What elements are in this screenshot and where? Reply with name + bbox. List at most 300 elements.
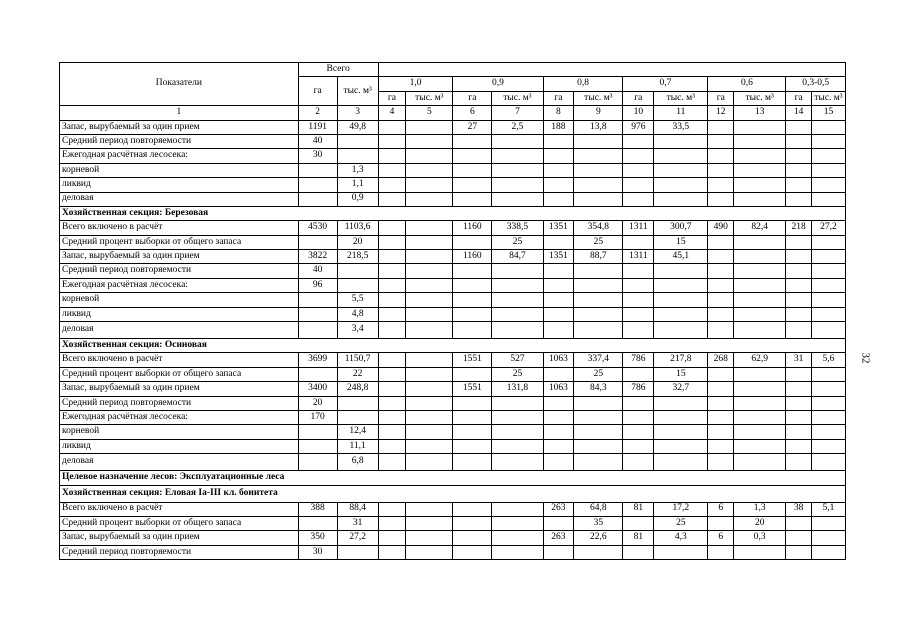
- table-cell: [623, 516, 654, 530]
- table-cell: [453, 178, 492, 192]
- table-cell: [623, 134, 654, 148]
- table-cell: 38: [786, 502, 812, 516]
- table-cell: [708, 134, 734, 148]
- table-row: [60, 439, 846, 453]
- table-cell: [406, 307, 453, 321]
- table-cell: [734, 178, 786, 192]
- forest-data-table: [59, 62, 846, 560]
- table-cell: [811, 278, 845, 292]
- table-cell: 786: [623, 353, 654, 367]
- table-cell: [543, 293, 574, 307]
- table-cell: [734, 425, 786, 439]
- row-label: Запас, вырубаемый за один прием: [60, 250, 299, 264]
- table-cell: [378, 353, 406, 367]
- row-label: Ежегодная расчётная лесосека:: [60, 149, 299, 163]
- table-cell: [298, 235, 337, 249]
- table-cell: [406, 545, 453, 559]
- table-cell: [786, 235, 812, 249]
- table-cell: [811, 410, 845, 424]
- table-cell: [734, 250, 786, 264]
- table-row: [60, 322, 846, 339]
- table-cell: [406, 149, 453, 163]
- row-label: Средний период повторяемости: [60, 264, 299, 278]
- table-cell: [623, 545, 654, 559]
- table-cell: [708, 120, 734, 134]
- header-group: 0,8: [543, 77, 623, 91]
- table-cell: 30: [298, 149, 337, 163]
- table-cell: [406, 439, 453, 453]
- table-cell: [543, 192, 574, 206]
- table-cell: [786, 178, 812, 192]
- table-cell: 0,3: [734, 531, 786, 545]
- table-cell: 786: [623, 382, 654, 396]
- table-cell: [734, 545, 786, 559]
- table-cell: [378, 192, 406, 206]
- table-row: [60, 134, 846, 148]
- section-row: [60, 471, 846, 485]
- column-number: 8: [543, 106, 574, 120]
- table-cell: [337, 264, 378, 278]
- header-group: 0,6: [708, 77, 786, 91]
- table-cell: [708, 250, 734, 264]
- table-cell: [786, 264, 812, 278]
- table-row: [60, 396, 846, 410]
- table-row: [60, 120, 846, 134]
- table-cell: 1,1: [337, 178, 378, 192]
- header-group: 0,9: [453, 77, 543, 91]
- table-cell: [708, 163, 734, 177]
- table-cell: [453, 149, 492, 163]
- table-cell: [378, 322, 406, 339]
- table-cell: [543, 439, 574, 453]
- table-cell: [298, 439, 337, 453]
- table-cell: 1063: [543, 382, 574, 396]
- table-cell: 5,6: [811, 353, 845, 367]
- table-cell: [378, 367, 406, 381]
- table-cell: [786, 454, 812, 471]
- table-cell: [337, 278, 378, 292]
- section-row: [60, 206, 846, 220]
- table-cell: 5,1: [811, 502, 845, 516]
- header-total-volume: тыс. м³: [337, 77, 378, 106]
- table-cell: 96: [298, 278, 337, 292]
- table-cell: [623, 367, 654, 381]
- table-cell: [786, 382, 812, 396]
- row-label: Средний процент выборки от общего запаса: [60, 516, 299, 530]
- table-cell: [492, 454, 543, 471]
- header-volume: тыс. м³: [492, 91, 543, 105]
- table-cell: [378, 439, 406, 453]
- table-cell: [811, 250, 845, 264]
- table-cell: 300,7: [654, 221, 708, 235]
- table-cell: [734, 149, 786, 163]
- table-cell: [298, 322, 337, 339]
- table-cell: [623, 163, 654, 177]
- table-cell: [786, 439, 812, 453]
- table-cell: [786, 134, 812, 148]
- table-cell: [654, 278, 708, 292]
- table-cell: [708, 516, 734, 530]
- table-cell: [406, 192, 453, 206]
- table-cell: [406, 353, 453, 367]
- table-cell: 2,5: [492, 120, 543, 134]
- header-ha: га: [543, 91, 574, 105]
- table-cell: 1311: [623, 250, 654, 264]
- table-cell: 218: [786, 221, 812, 235]
- table-row: [60, 410, 846, 424]
- table-cell: [811, 545, 845, 559]
- column-number: 2: [298, 106, 337, 120]
- column-number: 9: [574, 106, 623, 120]
- column-number: 1: [60, 106, 299, 120]
- table-cell: [492, 264, 543, 278]
- table-cell: [734, 367, 786, 381]
- table-cell: [623, 149, 654, 163]
- table-cell: [543, 278, 574, 292]
- table-cell: [337, 149, 378, 163]
- row-label: Всего включено в расчёт: [60, 502, 299, 516]
- column-number: 14: [786, 106, 812, 120]
- header-group: 1,0: [378, 77, 453, 91]
- table-cell: [574, 278, 623, 292]
- table-cell: [654, 134, 708, 148]
- table-cell: [406, 293, 453, 307]
- table-cell: [811, 235, 845, 249]
- table-cell: [734, 439, 786, 453]
- table-cell: [654, 425, 708, 439]
- column-number: 3: [337, 106, 378, 120]
- table-cell: [654, 178, 708, 192]
- table-cell: [574, 293, 623, 307]
- table-cell: [492, 531, 543, 545]
- table-cell: [298, 425, 337, 439]
- table-cell: [378, 278, 406, 292]
- table-cell: 248,8: [337, 382, 378, 396]
- table-cell: [453, 545, 492, 559]
- header-ha: га: [623, 91, 654, 105]
- table-cell: 1351: [543, 250, 574, 264]
- table-cell: [811, 293, 845, 307]
- row-label: деловая: [60, 192, 299, 206]
- table-cell: [453, 192, 492, 206]
- table-cell: [734, 410, 786, 424]
- header-volume: тыс. м³: [574, 91, 623, 105]
- table-cell: [337, 134, 378, 148]
- table-cell: [734, 235, 786, 249]
- section-title: Хозяйственная секция: Березовая: [60, 206, 846, 220]
- table-cell: [298, 192, 337, 206]
- table-cell: [574, 454, 623, 471]
- table-cell: [654, 396, 708, 410]
- table-cell: 22: [337, 367, 378, 381]
- table-cell: [453, 439, 492, 453]
- table-cell: [378, 516, 406, 530]
- row-label: Средний период повторяемости: [60, 396, 299, 410]
- table-cell: [543, 307, 574, 321]
- header-indicators: Показатели: [60, 63, 299, 106]
- section-title: Хозяйственная секция: Осиновая: [60, 339, 846, 353]
- section-title: Хозяйственная секция: Еловая Iа-III кл. бонитета: [60, 485, 846, 502]
- table-cell: [811, 264, 845, 278]
- table-cell: [492, 410, 543, 424]
- table-cell: 64,8: [574, 502, 623, 516]
- table-cell: 81: [623, 502, 654, 516]
- table-cell: [492, 192, 543, 206]
- table-cell: [543, 396, 574, 410]
- table-cell: [708, 454, 734, 471]
- table-cell: 17,2: [654, 502, 708, 516]
- table-cell: 27: [453, 120, 492, 134]
- table-cell: [654, 454, 708, 471]
- table-cell: [734, 278, 786, 292]
- table-cell: [492, 322, 543, 339]
- table-cell: [406, 278, 453, 292]
- table-cell: [811, 382, 845, 396]
- table-cell: [811, 516, 845, 530]
- table-cell: 218,5: [337, 250, 378, 264]
- table-cell: [811, 149, 845, 163]
- table-cell: [378, 264, 406, 278]
- table-cell: [623, 192, 654, 206]
- table-cell: [406, 516, 453, 530]
- table-row: [60, 163, 846, 177]
- table-cell: [453, 454, 492, 471]
- table-cell: [543, 516, 574, 530]
- table-cell: [378, 178, 406, 192]
- table-cell: [734, 134, 786, 148]
- table-cell: 268: [708, 353, 734, 367]
- table-cell: 35: [574, 516, 623, 530]
- table-cell: [378, 531, 406, 545]
- column-numbers-row: [60, 106, 846, 120]
- table-cell: 81: [623, 531, 654, 545]
- table-cell: [492, 278, 543, 292]
- table-cell: 25: [492, 235, 543, 249]
- table-cell: [543, 454, 574, 471]
- table-cell: [708, 382, 734, 396]
- table-cell: [623, 410, 654, 424]
- table-row: [60, 367, 846, 381]
- table-cell: [453, 502, 492, 516]
- column-number: 6: [453, 106, 492, 120]
- header-volume: тыс. м³: [406, 91, 453, 105]
- table-cell: [654, 307, 708, 321]
- table-cell: [734, 163, 786, 177]
- column-number: 10: [623, 106, 654, 120]
- table-cell: [574, 439, 623, 453]
- table-cell: 1311: [623, 221, 654, 235]
- column-number: 4: [378, 106, 406, 120]
- table-cell: [654, 410, 708, 424]
- table-cell: [574, 307, 623, 321]
- header-ha: га: [708, 91, 734, 105]
- table-cell: [492, 149, 543, 163]
- table-row: [60, 382, 846, 396]
- column-number: 5: [406, 106, 453, 120]
- table-cell: [574, 322, 623, 339]
- column-number: 13: [734, 106, 786, 120]
- table-cell: [378, 382, 406, 396]
- table-cell: [406, 367, 453, 381]
- table-cell: [378, 545, 406, 559]
- table-cell: [378, 120, 406, 134]
- table-cell: [708, 149, 734, 163]
- table-cell: 49,8: [337, 120, 378, 134]
- table-cell: [786, 163, 812, 177]
- table-cell: [492, 396, 543, 410]
- table-cell: [623, 454, 654, 471]
- table-cell: [543, 264, 574, 278]
- table-cell: [298, 293, 337, 307]
- table-cell: [492, 163, 543, 177]
- table-cell: 337,4: [574, 353, 623, 367]
- table-cell: [811, 134, 845, 148]
- header-blank: [378, 63, 845, 77]
- table-cell: [811, 425, 845, 439]
- table-cell: 0,9: [337, 192, 378, 206]
- table-cell: 33,5: [654, 120, 708, 134]
- section-title: Целевое назначение лесов: Эксплуатационные леса: [60, 471, 846, 485]
- table-cell: [623, 322, 654, 339]
- table-cell: [378, 410, 406, 424]
- column-number: 7: [492, 106, 543, 120]
- table-cell: [453, 293, 492, 307]
- table-cell: [708, 545, 734, 559]
- table-cell: [708, 439, 734, 453]
- row-label: Ежегодная расчётная лесосека:: [60, 410, 299, 424]
- table-cell: 1103,6: [337, 221, 378, 235]
- table-cell: [543, 322, 574, 339]
- header-ha: га: [453, 91, 492, 105]
- table-cell: [734, 322, 786, 339]
- table-cell: [811, 396, 845, 410]
- header-group: 0,3-0,5: [786, 77, 846, 91]
- table-cell: [378, 425, 406, 439]
- table-cell: [543, 425, 574, 439]
- table-cell: [298, 454, 337, 471]
- table-cell: [543, 235, 574, 249]
- table-cell: [654, 149, 708, 163]
- table-cell: 62,9: [734, 353, 786, 367]
- table-cell: 13,8: [574, 120, 623, 134]
- table-cell: 31: [786, 353, 812, 367]
- table-cell: [734, 396, 786, 410]
- table-cell: [708, 307, 734, 321]
- table-cell: [492, 425, 543, 439]
- row-label: ликвид: [60, 439, 299, 453]
- table-cell: 15: [654, 235, 708, 249]
- table-cell: 3699: [298, 353, 337, 367]
- table-row: [60, 353, 846, 367]
- table-cell: 22,6: [574, 531, 623, 545]
- table-cell: [406, 454, 453, 471]
- table-cell: [406, 134, 453, 148]
- table-cell: [574, 425, 623, 439]
- table-cell: 1160: [453, 250, 492, 264]
- table-cell: 3822: [298, 250, 337, 264]
- table-cell: [786, 367, 812, 381]
- table-cell: [492, 545, 543, 559]
- table-row: [60, 178, 846, 192]
- table-cell: [298, 307, 337, 321]
- table-cell: [786, 250, 812, 264]
- table-cell: [406, 382, 453, 396]
- table-row: [60, 221, 846, 235]
- table-cell: 354,8: [574, 221, 623, 235]
- table-cell: [786, 410, 812, 424]
- table-cell: [623, 264, 654, 278]
- table-cell: [337, 396, 378, 410]
- table-cell: [708, 192, 734, 206]
- row-label: деловая: [60, 454, 299, 471]
- table-cell: 1351: [543, 221, 574, 235]
- table-cell: [378, 134, 406, 148]
- table-cell: [378, 235, 406, 249]
- table-row: [60, 307, 846, 321]
- table-cell: [574, 163, 623, 177]
- table-cell: [453, 163, 492, 177]
- table-cell: [378, 250, 406, 264]
- table-cell: 1150,7: [337, 353, 378, 367]
- table-cell: [734, 293, 786, 307]
- table-cell: [811, 178, 845, 192]
- table-cell: 25: [654, 516, 708, 530]
- row-label: Средний процент выборки от общего запаса: [60, 235, 299, 249]
- table-row: [60, 149, 846, 163]
- row-label: корневой: [60, 163, 299, 177]
- table-row: [60, 278, 846, 292]
- table-cell: [574, 545, 623, 559]
- table-cell: [786, 307, 812, 321]
- table-cell: [406, 178, 453, 192]
- table-cell: 527: [492, 353, 543, 367]
- table-cell: 27,2: [337, 531, 378, 545]
- table-cell: [811, 454, 845, 471]
- table-cell: [708, 293, 734, 307]
- table-cell: 263: [543, 531, 574, 545]
- table-cell: 45,1: [654, 250, 708, 264]
- table-row: [60, 502, 846, 516]
- row-label: ликвид: [60, 307, 299, 321]
- table-cell: 12,4: [337, 425, 378, 439]
- column-number: 11: [654, 106, 708, 120]
- table-cell: [811, 531, 845, 545]
- table-cell: [543, 367, 574, 381]
- table-cell: [298, 163, 337, 177]
- table-cell: [734, 192, 786, 206]
- table-cell: [708, 178, 734, 192]
- table-cell: [786, 425, 812, 439]
- table-cell: [734, 120, 786, 134]
- column-number: 15: [811, 106, 845, 120]
- table-cell: [708, 410, 734, 424]
- table-cell: [574, 192, 623, 206]
- header-volume: тыс. м³: [734, 91, 786, 105]
- table-cell: [654, 163, 708, 177]
- table-cell: [406, 163, 453, 177]
- table-cell: 25: [574, 367, 623, 381]
- table-cell: [811, 307, 845, 321]
- section-row: [60, 339, 846, 353]
- table-cell: 27,2: [811, 221, 845, 235]
- table-cell: 6,8: [337, 454, 378, 471]
- table-cell: [378, 149, 406, 163]
- table-cell: 188: [543, 120, 574, 134]
- table-cell: [708, 264, 734, 278]
- table-cell: [337, 410, 378, 424]
- table-cell: [453, 307, 492, 321]
- row-label: корневой: [60, 425, 299, 439]
